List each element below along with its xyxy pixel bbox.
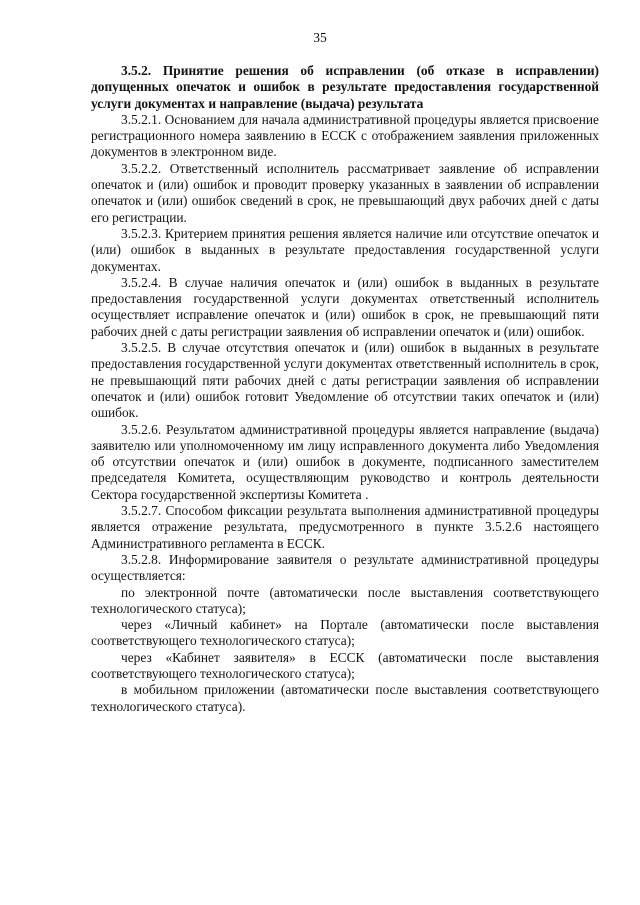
paragraph-3-5-2-1: 3.5.2.1. Основанием для начала административной процедуры является присвоение регистрационного номера заявлению в ЕССК с отображением заявления приложенных документов в электронном виде.: [91, 111, 599, 160]
paragraph-3-5-2-4: 3.5.2.4. В случае наличия опечаток и (или) ошибок в выданных в результате предоставления государственной услуги документах ответственный исполнитель осуществляет исправление опечаток и (или) ошибок в срок, не превышающий пяти рабочих дней с даты регистрации заявления об исправлении опечаток и (или) ошибок.: [91, 274, 599, 339]
list-item-email: по электронной почте (автоматически после выставления соответствующего технологического статуса);: [91, 584, 599, 616]
list-item-mobile: в мобильном приложении (автоматически после выставления соответствующего технологического статуса).: [91, 682, 599, 714]
document-body: [91, 63, 599, 715]
list-item-portal: через «Личный кабинет» на Портале (автоматически после выставления соответствующего технологического статуса);: [91, 617, 599, 649]
page-number: 35: [313, 30, 327, 45]
paragraph-3-5-2-2: 3.5.2.2. Ответственный исполнитель рассматривает заявление об исправлении опечаток и (или) ошибок и проводит проверку указанных в заявлении об исправлении опечаток и (или) ошибок сведений в срок, не превышающий двух рабочих дней с даты его регистрации.: [91, 160, 599, 225]
paragraph-3-5-2-3: 3.5.2.3. Критерием принятия решения является наличие или отсутствие опечаток и (или) ошибок в выданных в результате предоставления государственной услуги документах.: [91, 225, 599, 274]
section-heading: 3.5.2. Принятие решения об исправлении (об отказе в исправлении) допущенных опечаток и ошибок в результате предоставления государственной услуги документах и направление (выдача) результата: [91, 63, 599, 111]
paragraph-3-5-2-6: 3.5.2.6. Результатом административной процедуры является направление (выдача) заявителю или уполномоченному им лицу исправленного документа либо Уведомления об отсутствии опечаток и (или) ошибок в документе, подписанного заместителем председателя Комитета, осуществляющим руководство и контроль деятельности Сектора государственной экспертизы Комитета .: [91, 421, 599, 502]
list-item-essk: через «Кабинет заявителя» в ЕССК (автоматически после выставления соответствующего технологического статуса);: [91, 649, 599, 681]
paragraph-3-5-2-8: 3.5.2.8. Информирование заявителя о результате административной процедуры осуществляется:: [91, 551, 599, 584]
paragraph-3-5-2-5: 3.5.2.5. В случае отсутствия опечаток и (или) ошибок в выданных в результате предоставления государственной услуги документах ответственный исполнитель в срок, не превышающий пяти рабочих дней с даты регистрации заявления об исправлении опечаток и (или) ошибок готовит Уведомление об отсутствии таких опечаток и (или) ошибок.: [91, 340, 599, 421]
paragraph-3-5-2-7: 3.5.2.7. Способом фиксации результата выполнения административной процедуры является отражение результата, предусмотренного в пункте 3.5.2.6 настоящего Административного регламента в ЕССК.: [91, 503, 599, 551]
